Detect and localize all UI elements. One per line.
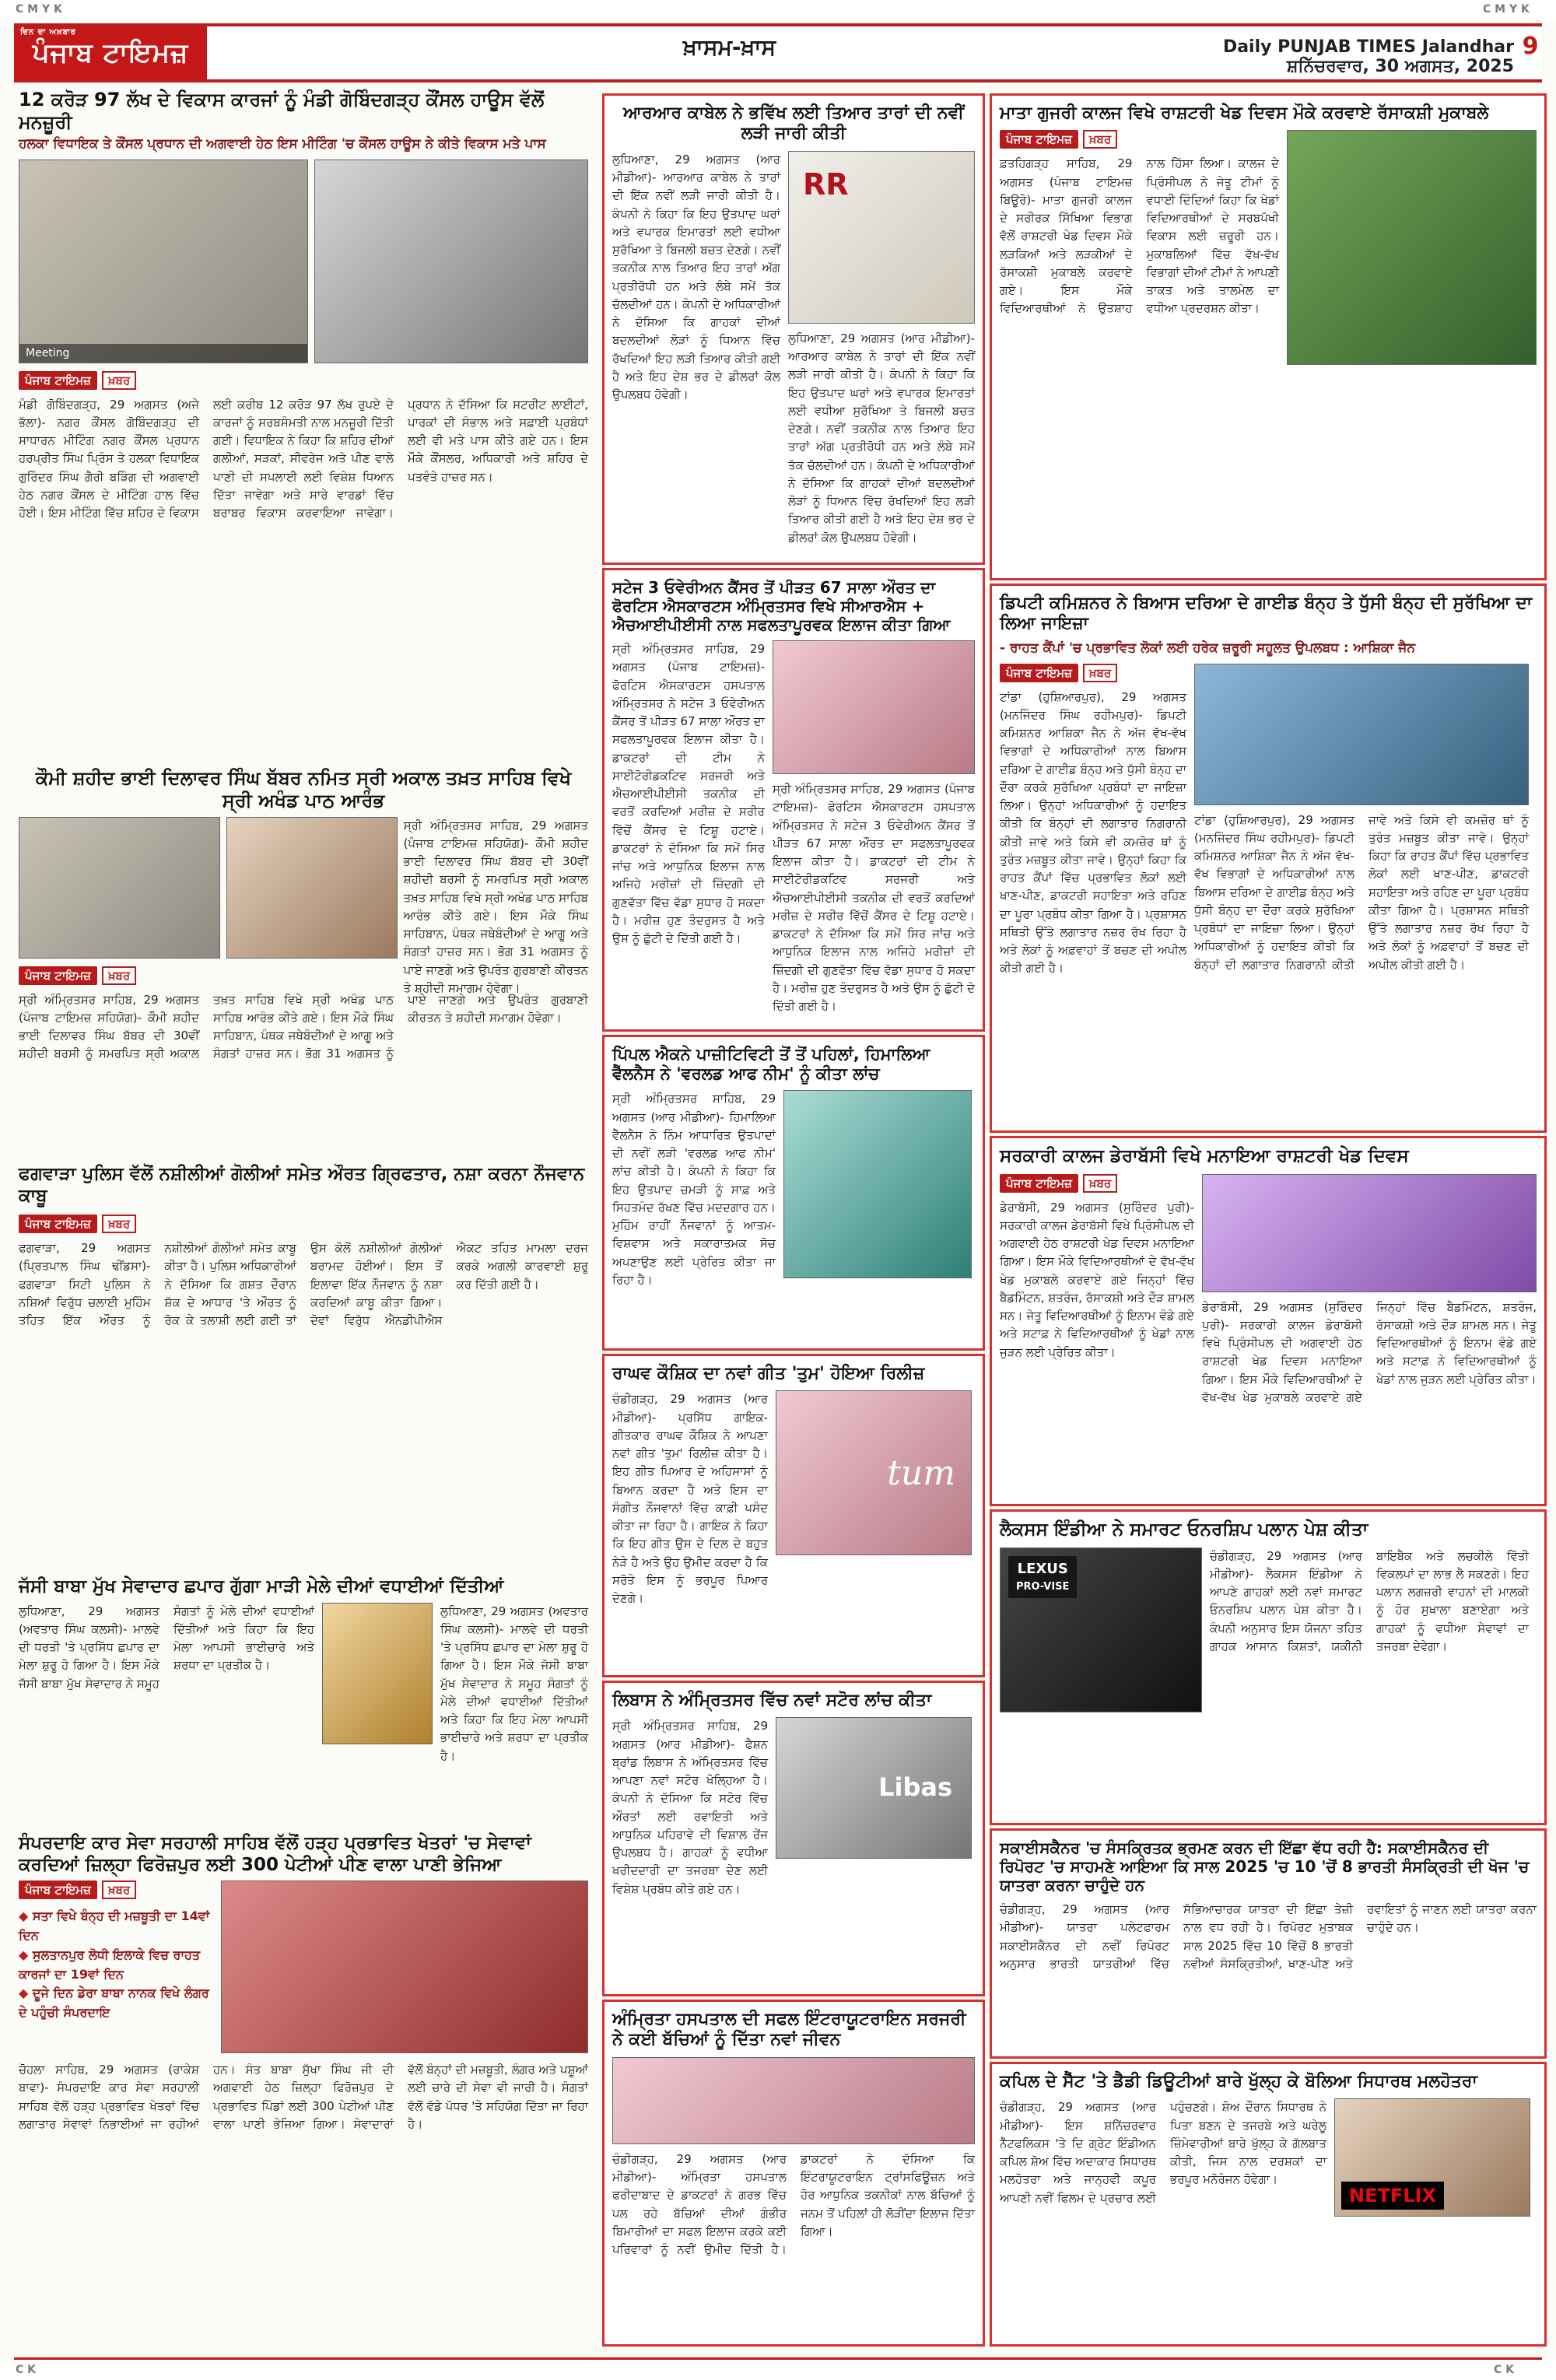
neem-product-photo	[783, 1090, 972, 1278]
cmyk-mark-right: C M Y K	[1483, 3, 1530, 16]
flood-relief-photo	[221, 1881, 588, 2053]
baba-portrait	[322, 1603, 433, 1744]
headline: 12 ਕਰੋੜ 97 ਲੱਖ ਦੇ ਵਿਕਾਸ ਕਾਰਜਾਂ ਨੂੰ ਮੰਡੀ ਗੋਬਿੰਦਗੜ੍ਹ ਕੌਂਸਲ ਹਾਊਸ ਵੱਲੋਂ ਮਨਜ਼ੂਰੀ	[19, 89, 545, 133]
story-body-top: ਸ੍ਰੀ ਅੰਮ੍ਰਿਤਸਰ ਸਾਹਿਬ, 29 ਅਗਸਤ (ਪੰਜਾਬ ਟਾਇਮਜ਼ ਸਹਿਯੋਗ)- ਕੌਮੀ ਸ਼ਹੀਦ ਭਾਈ ਦਿਲਾਵਰ ਸਿੰਘ ਬੱਬਰ ਦੀ 30ਵੀਂ ਸ਼ਹੀਦੀ ਬਰਸੀ ਨੂੰ ਸਮਰਪਿਤ ਸ੍ਰੀ ਅਕਾਲ ਤਖ਼ਤ ਸਾਹਿਬ ਵਿਖੇ ਸ੍ਰੀ ਅਖੰਡ ਪਾਠ ਸਾਹਿਬ ਆਰੰਭ ਕੀਤੇ ਗਏ। ਇਸ ਮੌਕੇ ਸਿੰਘ ਸਾਹਿਬਾਨ, ਪੰਥਕ ਜਥੇਬੰਦੀਆਂ ਦੇ ਆਗੂ ਅਤੇ ਸੰਗਤਾਂ ਹਾਜ਼ਰ ਸਨ। ਭੋਗ 31 ਅਗਸਤ ਨੂੰ ਪਾਏ ਜਾਣਗੇ ਅਤੇ ਉਪਰੰਤ ਗੁਰਬਾਣੀ ਕੀਰਤਨ ਤੇ ਸ਼ਹੀਦੀ ਸਮਾਗਮ ਹੋਵੇਗਾ।	[403, 818, 588, 995]
story-cable	[602, 93, 985, 565]
story-body: ਸ੍ਰੀ ਅੰਮ੍ਰਿਤਸਰ ਸਾਹਿਬ, 29 ਅਗਸਤ (ਪੰਜਾਬ ਟਾਇਮਜ਼ ਸਹਿਯੋਗ)- ਕੌਮੀ ਸ਼ਹੀਦ ਭਾਈ ਦਿਲਾਵਰ ਸਿੰਘ ਬੱਬਰ ਦੀ 30ਵੀਂ ਸ਼ਹੀਦੀ ਬਰਸੀ ਨੂੰ ਸਮਰਪਿਤ ਸ੍ਰੀ ਅਕਾਲ ਤਖ਼ਤ ਸਾਹਿਬ ਵਿਖੇ ਸ੍ਰੀ ਅਖੰਡ ਪਾਠ ਸਾਹਿਬ ਆਰੰਭ ਕੀਤੇ ਗਏ। ਇਸ ਮੌਕੇ ਸਿੰਘ ਸਾਹਿਬਾਨ, ਪੰਥਕ ਜਥੇਬੰਦੀਆਂ ਦੇ ਆਗੂ ਅਤੇ ਸੰਗਤਾਂ ਹਾਜ਼ਰ ਸਨ। ਭੋਗ 31 ਅਗਸਤ ਨੂੰ ਪਾਏ ਜਾਣਗੇ ਅਤੇ ਉਪਰੰਤ ਗੁਰਬਾਣੀ ਕੀਰਤਨ ਤੇ ਸ਼ਹੀਦੀ ਸਮਾਗਮ ਹੋਵੇਗਾ।	[19, 992, 588, 1061]
river-embankment-photo	[1194, 664, 1529, 805]
story-body: ਚੰਡੀਗੜ੍ਹ, 29 ਅਗਸਤ (ਆਰ ਮੀਡੀਆ)- ਯਾਤਰਾ ਪਲੇਟਫਾਰਮ ਸਕਾਈਸਕੈਨਰ ਦੀ ਨਵੀਂ ਰਿਪੋਰਟ ਅਨੁਸਾਰ ਭਾਰਤੀ ਯਾਤਰੀਆਂ ਵਿੱਚ ਸੱਭਿਆਚਾਰਕ ਯਾਤਰਾ ਦੀ ਇੱਛਾ ਤੇਜ਼ੀ ਨਾਲ ਵਧ ਰਹੀ ਹੈ। ਰਿਪੋਰਟ ਮੁਤਾਬਕ ਸਾਲ 2025 ਵਿੱਚ 10 ਵਿੱਚੋਂ 8 ਭਾਰਤੀ ਨਵੀਆਂ ਸੰਸਕ੍ਰਿਤੀਆਂ, ਖਾਣ-ਪੀਣ ਅਤੇ ਰਵਾਇਤਾਂ ਨੂੰ ਜਾਣਨ ਲਈ ਯਾਤਰਾ ਕਰਨਾ ਚਾਹੁੰਦੇ ਹਨ।	[1000, 1902, 1537, 1971]
story-body: ਡੇਰਾਬੱਸੀ, 29 ਅਗਸਤ (ਸੁਰਿੰਦਰ ਪੁਰੀ)- ਸਰਕਾਰੀ ਕਾਲਜ ਡੇਰਾਬੱਸੀ ਵਿਖੇ ਪ੍ਰਿੰਸੀਪਲ ਦੀ ਅਗਵਾਈ ਹੇਠ ਰਾਸ਼ਟਰੀ ਖੇਡ ਦਿਵਸ ਮਨਾਇਆ ਗਿਆ। ਇਸ ਮੌਕੇ ਵਿਦਿਆਰਥੀਆਂ ਦੇ ਵੱਖ-ਵੱਖ ਖੇਡ ਮੁਕਾਬਲੇ ਕਰਵਾਏ ਗਏ ਜਿਨ੍ਹਾਂ ਵਿੱਚ ਬੈਡਮਿੰਟਨ, ਸ਼ਤਰੰਜ, ਰੱਸਾਕਸ਼ੀ ਅਤੇ ਦੌੜ ਸ਼ਾਮਲ ਸਨ। ਜੇਤੂ ਵਿਦਿਆਰਥੀਆਂ ਨੂੰ ਇਨਾਮ ਵੰਡੇ ਗਏ ਅਤੇ ਸਟਾਫ਼ ਨੇ ਵਿਦਿਆਰਥੀਆਂ ਨੂੰ ਖੇਡਾਂ ਨਾਲ ਜੁੜਨ ਲਈ ਪ੍ਰੇਰਿਤ ਕੀਤਾ।	[1000, 1200, 1194, 1359]
headline: ਮਾਤਾ ਗੁਜਰੀ ਕਾਲਜ ਵਿਖੇ ਰਾਸ਼ਟਰੀ ਖੇਡ ਦਿਵਸ ਮੌਕੇ ਕਰਵਾਏ ਰੱਸਾਕਸ਼ੀ ਮੁਕਾਬਲੇ	[1000, 103, 1489, 123]
bullet-item: ◆ ਦੂਜੇ ਦਿਨ ਡੇਰਾ ਬਾਬਾ ਨਾਨਕ ਵਿਖੇ ਲੰਗਰ ਦੇ ਪਹੁੰਚੀ ਸੰਪਰਦਾਇ	[19, 1984, 213, 2023]
byline: ਪੰਜਾਬ ਟਾਇਮਜ਼ ਖ਼ਬਰ	[19, 966, 136, 985]
council-members-photo	[314, 159, 588, 363]
newspaper-meta: Daily PUNJAB TIMES Jalandhar ਸ਼ਨਿੱਚਰਵਾਰ, 30 ਅਗਸਤ, 2025	[1222, 37, 1514, 76]
council-meeting-photo: Meeting	[19, 159, 308, 363]
sangat-photo	[226, 817, 398, 959]
byline: ਪੰਜਾਬ ਟਾਇਮਜ਼ ਖ਼ਬਰ	[1000, 130, 1117, 149]
story-body: ਲੁਧਿਆਣਾ, 29 ਅਗਸਤ (ਅਵਤਾਰ ਸਿੰਘ ਕਲਸੀ)- ਮਾਲਵੇ ਦੀ ਧਰਤੀ 'ਤੇ ਪ੍ਰਸਿੱਧ ਛਪਾਰ ਦਾ ਮੇਲਾ ਸ਼ੁਰੂ ਹੋ ਗਿਆ ਹੈ। ਇਸ ਮੌਕੇ ਜੱਸੀ ਬਾਬਾ ਮੁੱਖ ਸੇਵਾਦਾਰ ਨੇ ਸਮੂਹ ਸੰਗਤਾਂ ਨੂੰ ਮੇਲੇ ਦੀਆਂ ਵਧਾਈਆਂ ਦਿੱਤੀਆਂ ਅਤੇ ਕਿਹਾ ਕਿ ਇਹ ਮੇਲਾ ਆਪਸੀ ਭਾਈਚਾਰੇ ਅਤੇ ਸ਼ਰਧਾ ਦਾ ਪ੍ਰਤੀਕ ਹੈ।	[19, 1604, 314, 1691]
story-libas	[602, 1681, 985, 1996]
story-body: ਚੰਡੀਗੜ੍ਹ, 29 ਅਗਸਤ (ਆਰ ਮੀਡੀਆ)- ਪ੍ਰਸਿੱਧ ਗਾਇਕ-ਗੀਤਕਾਰ ਰਾਘਵ ਕੌਸ਼ਿਕ ਨੇ ਆਪਣਾ ਨਵਾਂ ਗੀਤ 'ਤੁਮ' ਰਿਲੀਜ਼ ਕੀਤਾ ਹੈ। ਇਹ ਗੀਤ ਪਿਆਰ ਦੇ ਅਹਿਸਾਸਾਂ ਨੂੰ ਬਿਆਨ ਕਰਦਾ ਹੈ ਅਤੇ ਇਸ ਦਾ ਸੰਗੀਤ ਨੌਜਵਾਨਾਂ ਵਿੱਚ ਕਾਫ਼ੀ ਪਸੰਦ ਕੀਤਾ ਜਾ ਰਿਹਾ ਹੈ। ਗਾਇਕ ਨੇ ਕਿਹਾ ਕਿ ਇਹ ਗੀਤ ਉਸ ਦੇ ਦਿਲ ਦੇ ਬਹੁਤ ਨੇੜੇ ਹੈ ਅਤੇ ਉਹ ਉਮੀਦ ਕਰਦਾ ਹੈ ਕਿ ਸਰੋਤੇ ਇਸ ਨੂੰ ਭਰਪੂਰ ਪਿਆਰ ਦੇਣਗੇ।	[612, 1392, 768, 1606]
song-poster: tum	[776, 1390, 972, 1555]
story-body-continued: ਟਾਂਡਾ (ਹੁਸ਼ਿਆਰਪੁਰ), 29 ਅਗਸਤ (ਮਨਜਿੰਦਰ ਸਿੰਘ ਰਹੀਮਪੁਰ)- ਡਿਪਟੀ ਕਮਿਸ਼ਨਰ ਆਸ਼ਿਕਾ ਜੈਨ ਨੇ ਅੱਜ ਵੱਖ-ਵੱਖ ਵਿਭਾਗਾਂ ਦੇ ਅਧਿਕਾਰੀਆਂ ਨਾਲ ਬਿਆਸ ਦਰਿਆ ਦੇ ਗਾਈਡ ਬੰਨ੍ਹ ਅਤੇ ਧੁੱਸੀ ਬੰਨ੍ਹ ਦਾ ਦੌਰਾ ਕਰਕੇ ਸੁਰੱਖਿਆ ਪ੍ਰਬੰਧਾਂ ਦਾ ਜਾਇਜ਼ਾ ਲਿਆ। ਉਨ੍ਹਾਂ ਅਧਿਕਾਰੀਆਂ ਨੂੰ ਹਦਾਇਤ ਕੀਤੀ ਕਿ ਬੰਨ੍ਹਾਂ ਦੀ ਲਗਾਤਾਰ ਨਿਗਰਾਨੀ ਕੀਤੀ ਜਾਵੇ ਅਤੇ ਕਿਸੇ ਵੀ ਕਮਜ਼ੋਰ ਥਾਂ ਨੂੰ ਤੁਰੰਤ ਮਜ਼ਬੂਤ ਕੀਤਾ ਜਾਵੇ। ਉਨ੍ਹਾਂ ਕਿਹਾ ਕਿ ਰਾਹਤ ਕੈਂਪਾਂ ਵਿੱਚ ਪ੍ਰਭਾਵਿਤ ਲੋਕਾਂ ਲਈ ਖਾਣ-ਪੀਣ, ਡਾਕਟਰੀ ਸਹਾਇਤਾ ਅਤੇ ਰਹਿਣ ਦਾ ਪੂਰਾ ਪ੍ਰਬੰਧ ਕੀਤਾ ਗਿਆ ਹੈ। ਪ੍ਰਸ਼ਾਸਨ ਸਥਿਤੀ ਉੱਤੇ ਲਗਾਤਾਰ ਨਜ਼ਰ ਰੱਖ ਰਿਹਾ ਹੈ ਅਤੇ ਲੋਕਾਂ ਨੂੰ ਅਫ਼ਵਾਹਾਂ ਤੋਂ ਬਚਣ ਦੀ ਅਪੀਲ ਕੀਤੀ ਗਈ ਹੈ।	[1194, 812, 1529, 972]
story-body: ਚੰਡੀਗੜ੍ਹ, 29 ਅਗਸਤ (ਆਰ ਮੀਡੀਆ)- ਅੰਮ੍ਰਿਤਾ ਹਸਪਤਾਲ ਫਰੀਦਾਬਾਦ ਦੇ ਡਾਕਟਰਾਂ ਨੇ ਗਰਭ ਵਿੱਚ ਪਲ ਰਹੇ ਬੱਚਿਆਂ ਦੀਆਂ ਗੰਭੀਰ ਬਿਮਾਰੀਆਂ ਦਾ ਸਫਲ ਇਲਾਜ ਕਰਕੇ ਕਈ ਪਰਿਵਾਰਾਂ ਨੂੰ ਨਵੀਂ ਉਮੀਦ ਦਿੱਤੀ ਹੈ। ਡਾਕਟਰਾਂ ਨੇ ਦੱਸਿਆ ਕਿ ਇੰਟਰਾਯੂਟਰਾਇਨ ਟ੍ਰਾਂਸਫਿਊਜ਼ਨ ਅਤੇ ਹੋਰ ਆਧੁਨਿਕ ਤਕਨੀਕਾਂ ਨਾਲ ਬੱਚਿਆਂ ਨੂੰ ਜਨਮ ਤੋਂ ਪਹਿਲਾਂ ਹੀ ਲੋੜੀਂਦਾ ਇਲਾਜ ਦਿੱਤਾ ਗਿਆ।	[612, 2151, 975, 2257]
sports-team-photo	[1287, 130, 1537, 365]
byline: ਪੰਜਾਬ ਟਾਇਮਜ਼ ਖ਼ਬਰ	[19, 1215, 136, 1233]
headline: ਸਟੇਜ 3 ਓਵੇਰੀਅਨ ਕੈਂਸਰ ਤੋਂ ਪੀੜਤ 67 ਸਾਲਾ ਔਰਤ ਦਾ ਫੋਰਟਿਸ ਐਸਕਾਰਟਸ ਅੰਮ੍ਰਿਤਸਰ ਵਿਖੇ ਸੀਆਰਐਸ + ਐਚਆਈਪੀਈਸੀ ਨਾਲ ਸਫਲਤਾਪੂਰਵਕ ਇਲਾਜ ਕੀਤਾ ਗਿਆ	[612, 578, 951, 634]
college-event-photo	[1202, 1174, 1537, 1292]
story-body-continued: ਲੁਧਿਆਣਾ, 29 ਅਗਸਤ (ਅਵਤਾਰ ਸਿੰਘ ਕਲਸੀ)- ਮਾਲਵੇ ਦੀ ਧਰਤੀ 'ਤੇ ਪ੍ਰਸਿੱਧ ਛਪਾਰ ਦਾ ਮੇਲਾ ਸ਼ੁਰੂ ਹੋ ਗਿਆ ਹੈ। ਇਸ ਮੌਕੇ ਜੱਸੀ ਬਾਬਾ ਮੁੱਖ ਸੇਵਾਦਾਰ ਨੇ ਸਮੂਹ ਸੰਗਤਾਂ ਨੂੰ ਮੇਲੇ ਦੀਆਂ ਵਧਾਈਆਂ ਦਿੱਤੀਆਂ ਅਤੇ ਕਿਹਾ ਕਿ ਇਹ ਮੇਲਾ ਆਪਸੀ ਭਾਈਚਾਰੇ ਅਤੇ ਸ਼ਰਧਾ ਦਾ ਪ੍ਰਤੀਕ ਹੈ।	[440, 1604, 588, 1763]
byline: ਪੰਜਾਬ ਟਾਇਮਜ਼ ਖ਼ਬਰ	[19, 1881, 136, 1899]
show-photo	[1334, 2098, 1530, 2217]
launch-photo: RR	[788, 151, 975, 324]
story-body-continued: ਲੁਧਿਆਣਾ, 29 ਅਗਸਤ (ਆਰ ਮੀਡੀਆ)- ਆਰਆਰ ਕਾਬੇਲ ਨੇ ਤਾਰਾਂ ਦੀ ਇੱਕ ਨਵੀਂ ਲੜੀ ਜਾਰੀ ਕੀਤੀ ਹੈ। ਕੰਪਨੀ ਨੇ ਕਿਹਾ ਕਿ ਇਹ ਉਤਪਾਦ ਘਰਾਂ ਅਤੇ ਵਪਾਰਕ ਇਮਾਰਤਾਂ ਲਈ ਵਧੀਆ ਸੁਰੱਖਿਆ ਤੇ ਬਿਜਲੀ ਬਚਤ ਦੇਣਗੇ। ਨਵੀਂ ਤਕਨੀਕ ਨਾਲ ਤਿਆਰ ਇਹ ਤਾਰਾਂ ਅੱਗ ਪ੍ਰਤੀਰੋਧੀ ਹਨ ਅਤੇ ਲੰਬੇ ਸਮੇਂ ਤੱਕ ਚੱਲਦੀਆਂ ਹਨ। ਕੰਪਨੀ ਦੇ ਅਧਿਕਾਰੀਆਂ ਨੇ ਦੱਸਿਆ ਕਿ ਗਾਹਕਾਂ ਦੀਆਂ ਬਦਲਦੀਆਂ ਲੋੜਾਂ ਨੂੰ ਧਿਆਨ ਵਿੱਚ ਰੱਖਦਿਆਂ ਇਹ ਲੜੀ ਤਿਆਰ ਕੀਤੀ ਗਈ ਹੈ ਅਤੇ ਇਹ ਦੇਸ਼ ਭਰ ਦੇ ਡੀਲਰਾਂ ਕੋਲ ਉਪਲਬਧ ਹੋਵੇਗੀ।	[788, 331, 975, 545]
netflix-logo: NETFLIX	[1341, 2182, 1444, 2210]
brand-tagline: ਦਿਨ ਦਾ ਅਖ਼ਬਾਰ	[20, 28, 76, 37]
brand-name: ਪੰਜਾਬ ਟਾਇਮਜ਼	[32, 37, 189, 68]
story-dc-beas	[990, 584, 1547, 1133]
story-sanskriti	[990, 1828, 1547, 2059]
story-raghav	[602, 1354, 985, 1677]
story-body: ਸ੍ਰੀ ਅੰਮ੍ਰਿਤਸਰ ਸਾਹਿਬ, 29 ਅਗਸਤ (ਪੰਜਾਬ ਟਾਇਮਜ਼)- ਫੋਰਟਿਸ ਐਸਕਾਰਟਸ ਹਸਪਤਾਲ ਅੰਮ੍ਰਿਤਸਰ ਨੇ ਸਟੇਜ 3 ਓਵੇਰੀਅਨ ਕੈਂਸਰ ਤੋਂ ਪੀੜਤ 67 ਸਾਲਾ ਔਰਤ ਦਾ ਸਫਲਤਾਪੂਰਵਕ ਇਲਾਜ ਕੀਤਾ ਹੈ। ਡਾਕਟਰਾਂ ਦੀ ਟੀਮ ਨੇ ਸਾਈਟੋਰੀਡਕਟਿਵ ਸਰਜਰੀ ਅਤੇ ਐਚਆਈਪੀਈਸੀ ਤਕਨੀਕ ਦੀ ਵਰਤੋਂ ਕਰਦਿਆਂ ਮਰੀਜ਼ ਦੇ ਸਰੀਰ ਵਿੱਚੋਂ ਕੈਂਸਰ ਦੇ ਟਿਸ਼ੂ ਹਟਾਏ। ਡਾਕਟਰਾਂ ਨੇ ਦੱਸਿਆ ਕਿ ਸਮੇਂ ਸਿਰ ਜਾਂਚ ਅਤੇ ਆਧੁਨਿਕ ਇਲਾਜ ਨਾਲ ਅਜਿਹੇ ਮਰੀਜ਼ਾਂ ਦੀ ਜ਼ਿੰਦਗੀ ਦੀ ਗੁਣਵੱਤਾ ਵਿੱਚ ਵੱਡਾ ਸੁਧਾਰ ਹੋ ਸਕਦਾ ਹੈ। ਮਰੀਜ਼ ਹੁਣ ਤੰਦਰੁਸਤ ਹੈ ਅਤੇ ਉਸ ਨੂੰ ਛੁੱਟੀ ਦੇ ਦਿੱਤੀ ਗਈ ਹੈ।	[612, 642, 765, 945]
registration-bar	[0, 0, 1556, 20]
story-kapil	[990, 2062, 1547, 2347]
story-body-continued: ਸ੍ਰੀ ਅੰਮ੍ਰਿਤਸਰ ਸਾਹਿਬ, 29 ਅਗਸਤ (ਪੰਜਾਬ ਟਾਇਮਜ਼)- ਫੋਰਟਿਸ ਐਸਕਾਰਟਸ ਹਸਪਤਾਲ ਅੰਮ੍ਰਿਤਸਰ ਨੇ ਸਟੇਜ 3 ਓਵੇਰੀਅਨ ਕੈਂਸਰ ਤੋਂ ਪੀੜਤ 67 ਸਾਲਾ ਔਰਤ ਦਾ ਸਫਲਤਾਪੂਰਵਕ ਇਲਾਜ ਕੀਤਾ ਹੈ। ਡਾਕਟਰਾਂ ਦੀ ਟੀਮ ਨੇ ਸਾਈਟੋਰੀਡਕਟਿਵ ਸਰਜਰੀ ਅਤੇ ਐਚਆਈਪੀਈਸੀ ਤਕਨੀਕ ਦੀ ਵਰਤੋਂ ਕਰਦਿਆਂ ਮਰੀਜ਼ ਦੇ ਸਰੀਰ ਵਿੱਚੋਂ ਕੈਂਸਰ ਦੇ ਟਿਸ਼ੂ ਹਟਾਏ। ਡਾਕਟਰਾਂ ਨੇ ਦੱਸਿਆ ਕਿ ਸਮੇਂ ਸਿਰ ਜਾਂਚ ਅਤੇ ਆਧੁਨਿਕ ਇਲਾਜ ਨਾਲ ਅਜਿਹੇ ਮਰੀਜ਼ਾਂ ਦੀ ਜ਼ਿੰਦਗੀ ਦੀ ਗੁਣਵੱਤਾ ਵਿੱਚ ਵੱਡਾ ਸੁਧਾਰ ਹੋ ਸਕਦਾ ਹੈ। ਮਰੀਜ਼ ਹੁਣ ਤੰਦਰੁਸਤ ਹੈ ਅਤੇ ਉਸ ਨੂੰ ਛੁੱਟੀ ਦੇ ਦਿੱਤੀ ਗਈ ਹੈ।	[773, 782, 975, 1013]
lexus-badge: LEXUS PRO-VISE	[1008, 1556, 1077, 1598]
story-body-continued: ਡੇਰਾਬੱਸੀ, 29 ਅਗਸਤ (ਸੁਰਿੰਦਰ ਪੁਰੀ)- ਸਰਕਾਰੀ ਕਾਲਜ ਡੇਰਾਬੱਸੀ ਵਿਖੇ ਪ੍ਰਿੰਸੀਪਲ ਦੀ ਅਗਵਾਈ ਹੇਠ ਰਾਸ਼ਟਰੀ ਖੇਡ ਦਿਵਸ ਮਨਾਇਆ ਗਿਆ। ਇਸ ਮੌਕੇ ਵਿਦਿਆਰਥੀਆਂ ਦੇ ਵੱਖ-ਵੱਖ ਖੇਡ ਮੁਕਾਬਲੇ ਕਰਵਾਏ ਗਏ ਜਿਨ੍ਹਾਂ ਵਿੱਚ ਬੈਡਮਿੰਟਨ, ਸ਼ਤਰੰਜ, ਰੱਸਾਕਸ਼ੀ ਅਤੇ ਦੌੜ ਸ਼ਾਮਲ ਸਨ। ਜੇਤੂ ਵਿਦਿਆਰਥੀਆਂ ਨੂੰ ਇਨਾਮ ਵੰਡੇ ਗਏ ਅਤੇ ਸਟਾਫ਼ ਨੇ ਵਿਦਿਆਰਥੀਆਂ ਨੂੰ ਖੇਡਾਂ ਨਾਲ ਜੁੜਨ ਲਈ ਪ੍ਰੇਰਿਤ ਕੀਤਾ।	[1202, 1299, 1537, 1404]
story-sewa	[14, 1828, 593, 2350]
lexus-car-photo	[1000, 1548, 1202, 1712]
byline: ਪੰਜਾਬ ਟਾਇਮਜ਼ ਖ਼ਬਰ	[1000, 1174, 1117, 1193]
headline: ਜੱਸੀ ਬਾਬਾ ਮੁੱਖ ਸੇਵਾਦਾਰ ਛਪਾਰ ਗੁੱਗਾ ਮਾੜੀ ਮੇਲੇ ਦੀਆਂ ਵਧਾਈਆਂ ਦਿੱਤੀਆਂ	[19, 1576, 504, 1597]
headline: ਲੈਕਸਸ ਇੰਡੀਆ ਨੇ ਸਮਾਰਟ ਓਨਰਸ਼ਿਪ ਪਲਾਨ ਪੇਸ਼ ਕੀਤਾ	[1000, 1519, 1369, 1540]
story-hospital	[602, 568, 985, 1032]
headline: ਸਕਾਈਸਕੈਨਰ 'ਚ ਸੰਸਕ੍ਰਿਤਕ ਭ੍ਰਮਣ ਕਰਨ ਦੀ ਇੱਛਾ ਵੱਧ ਰਹੀ ਹੈ: ਸਕਾਈਸਕੈਨਰ ਦੀ ਰਿਪੋਰਟ 'ਚ ਸਾਹਮਣੇ ਆਇਆ ਕਿ ਸਾਲ 2025 'ਚ 10 'ਚੋਂ 8 ਭਾਰਤੀ ਸੰਸਕ੍ਰਿਤੀ ਦੀ ਖੋਜ 'ਚ ਯਾਤਰਾ ਕਰਨਾ ਚਾਹੁੰਦੇ ਹਨ	[1000, 1838, 1530, 1895]
headline: ਡਿਪਟੀ ਕਮਿਸ਼ਨਰ ਨੇ ਬਿਆਸ ਦਰਿਆ ਦੇ ਗਾਈਡ ਬੰਨ੍ਹ ਤੇ ਧੁੱਸੀ ਬੰਨ੍ਹ ਦੀ ਸੁਰੱਖਿਆ ਦਾ ਲਿਆ ਜਾਇਜ਼ਾ	[1000, 594, 1533, 634]
story-body: ਸ੍ਰੀ ਅੰਮ੍ਰਿਤਸਰ ਸਾਹਿਬ, 29 ਅਗਸਤ (ਆਰ ਮੀਡੀਆ)- ਫੈਸ਼ਨ ਬ੍ਰਾਂਡ ਲਿਬਾਸ ਨੇ ਅੰਮ੍ਰਿਤਸਰ ਵਿੱਚ ਆਪਣਾ ਨਵਾਂ ਸਟੋਰ ਖੋਲ੍ਹਿਆ ਹੈ। ਕੰਪਨੀ ਨੇ ਦੱਸਿਆ ਕਿ ਸਟੋਰ ਵਿੱਚ ਔਰਤਾਂ ਲਈ ਰਵਾਇਤੀ ਅਤੇ ਆਧੁਨਿਕ ਪਹਿਰਾਵੇ ਦੀ ਵਿਸ਼ਾਲ ਰੇਂਜ ਉਪਲਬਧ ਹੈ। ਗਾਹਕਾਂ ਨੂੰ ਵਧੀਆ ਖਰੀਦਦਾਰੀ ਦਾ ਤਜਰਬਾ ਦੇਣ ਲਈ ਵਿਸ਼ੇਸ਼ ਪ੍ਰਬੰਧ ਕੀਤੇ ਗਏ ਹਨ।	[612, 1719, 768, 1896]
headline: ਰਾਘਵ ਕੌਸ਼ਿਕ ਦਾ ਨਵਾਂ ਗੀਤ 'ਤੁਮ' ਹੋਇਆ ਰਿਲੀਜ਼	[612, 1364, 925, 1383]
headline: ਅੰਮ੍ਰਿਤਾ ਹਸਪਤਾਲ ਦੀ ਸਫਲ ਇੰਟਰਾਯੂਟਰਾਇਨ ਸਰਜਰੀ ਨੇ ਕਈ ਬੱਚਿਆਂ ਨੂੰ ਦਿੱਤਾ ਨਵਾਂ ਜੀਵਨ	[612, 2010, 966, 2050]
story-body: ਫ਼ਤਹਿਗੜ੍ਹ ਸਾਹਿਬ, 29 ਅਗਸਤ (ਪੰਜਾਬ ਟਾਇਮਜ਼ ਬਿਊਰੋ)- ਮਾਤਾ ਗੁਜਰੀ ਕਾਲਜ ਦੇ ਸਰੀਰਕ ਸਿੱਖਿਆ ਵਿਭਾਗ ਵੱਲੋਂ ਰਾਸ਼ਟਰੀ ਖੇਡ ਦਿਵਸ ਮੌਕੇ ਲੜਕਿਆਂ ਅਤੇ ਲੜਕੀਆਂ ਦੇ ਰੱਸਾਕਸ਼ੀ ਮੁਕਾਬਲੇ ਕਰਵਾਏ ਗਏ। ਇਸ ਮੌਕੇ ਵਿਦਿਆਰਥੀਆਂ ਨੇ ਉਤਸ਼ਾਹ ਨਾਲ ਹਿੱਸਾ ਲਿਆ। ਕਾਲਜ ਦੇ ਪ੍ਰਿੰਸੀਪਲ ਨੇ ਜੇਤੂ ਟੀਮਾਂ ਨੂੰ ਵਧਾਈ ਦਿੰਦਿਆਂ ਕਿਹਾ ਕਿ ਖੇਡਾਂ ਵਿਦਿਆਰਥੀਆਂ ਦੇ ਸਰਬਪੱਖੀ ਵਿਕਾਸ ਲਈ ਜ਼ਰੂਰੀ ਹਨ। ਮੁਕਾਬਲਿਆਂ ਵਿੱਚ ਵੱਖ-ਵੱਖ ਵਿਭਾਗਾਂ ਦੀਆਂ ਟੀਮਾਂ ਨੇ ਆਪਣੀ ਤਾਕਤ ਅਤੇ ਤਾਲਮੇਲ ਦਾ ਵਧੀਆ ਪ੍ਰਦਰਸ਼ਨ ਕੀਤਾ।	[1000, 156, 1279, 316]
headline: ਕੌਮੀ ਸ਼ਹੀਦ ਭਾਈ ਦਿਲਾਵਰ ਸਿੰਘ ਬੱਬਰ ਨਮਿਤ ਸ੍ਰੀ ਅਕਾਲ ਤਖ਼ਤ ਸਾਹਿਬ ਵਿਖੇ ਸ੍ਰੀ ਅਖੰਡ ਪਾਠ ਆਰੰਭ	[35, 767, 572, 811]
section-title: ਖ਼ਾਸਮ-ਖ਼ਾਸ	[683, 34, 776, 60]
doctors-photo	[773, 640, 975, 774]
story-body: ਟਾਂਡਾ (ਹੁਸ਼ਿਆਰਪੁਰ), 29 ਅਗਸਤ (ਮਨਜਿੰਦਰ ਸਿੰਘ ਰਹੀਮਪੁਰ)- ਡਿਪਟੀ ਕਮਿਸ਼ਨਰ ਆਸ਼ਿਕਾ ਜੈਨ ਨੇ ਅੱਜ ਵੱਖ-ਵੱਖ ਵਿਭਾਗਾਂ ਦੇ ਅਧਿਕਾਰੀਆਂ ਨਾਲ ਬਿਆਸ ਦਰਿਆ ਦੇ ਗਾਈਡ ਬੰਨ੍ਹ ਅਤੇ ਧੁੱਸੀ ਬੰਨ੍ਹ ਦਾ ਦੌਰਾ ਕਰਕੇ ਸੁਰੱਖਿਆ ਪ੍ਰਬੰਧਾਂ ਦਾ ਜਾਇਜ਼ਾ ਲਿਆ। ਉਨ੍ਹਾਂ ਅਧਿਕਾਰੀਆਂ ਨੂੰ ਹਦਾਇਤ ਕੀਤੀ ਕਿ ਬੰਨ੍ਹਾਂ ਦੀ ਲਗਾਤਾਰ ਨਿਗਰਾਨੀ ਕੀਤੀ ਜਾਵੇ ਅਤੇ ਕਿਸੇ ਵੀ ਕਮਜ਼ੋਰ ਥਾਂ ਨੂੰ ਤੁਰੰਤ ਮਜ਼ਬੂਤ ਕੀਤਾ ਜਾਵੇ। ਉਨ੍ਹਾਂ ਕਿਹਾ ਕਿ ਰਾਹਤ ਕੈਂਪਾਂ ਵਿੱਚ ਪ੍ਰਭਾਵਿਤ ਲੋਕਾਂ ਲਈ ਖਾਣ-ਪੀਣ, ਡਾਕਟਰੀ ਸਹਾਇਤਾ ਅਤੇ ਰਹਿਣ ਦਾ ਪੂਰਾ ਪ੍ਰਬੰਧ ਕੀਤਾ ਗਿਆ ਹੈ। ਪ੍ਰਸ਼ਾਸਨ ਸਥਿਤੀ ਉੱਤੇ ਲਗਾਤਾਰ ਨਜ਼ਰ ਰੱਖ ਰਿਹਾ ਹੈ ਅਤੇ ਲੋਕਾਂ ਨੂੰ ਅਫ਼ਵਾਹਾਂ ਤੋਂ ਬਚਣ ਦੀ ਅਪੀਲ ਕੀਤੀ ਗਈ ਹੈ।	[1000, 689, 1186, 976]
bullet-item: ◆ ਸੁਲਤਾਨਪੁਰ ਲੋਧੀ ਇਲਾਕੇ ਵਿਚ ਰਾਹਤ ਕਾਰਜਾਂ ਦਾ 19ਵਾਂ ਦਿਨ	[19, 1946, 213, 1985]
cmyk-mark-bottom-right: C K	[1494, 2364, 1514, 2376]
story-shaheed	[14, 762, 593, 1151]
doctors-team-photo	[612, 2057, 975, 2144]
gurdwara-photo	[19, 817, 220, 959]
story-baba	[14, 1572, 593, 1821]
cmyk-mark-bottom-left: C K	[16, 2364, 36, 2376]
headline: ਕਪਿਲ ਦੇ ਸੈੱਟ 'ਤੇ ਡੈਡੀ ਡਿਊਟੀਆਂ ਬਾਰੇ ਖੁੱਲ੍ਹ ਕੇ ਬੋਲਿਆ ਸਿਧਾਰਥ ਮਲਹੋਤਰਾ	[1000, 2072, 1477, 2091]
page-number: 9	[1522, 33, 1539, 60]
byline: ਪੰਜਾਬ ਟਾਇਮਜ਼ ਖ਼ਬਰ	[19, 371, 136, 390]
brand-logo	[14, 26, 207, 79]
story-police	[14, 1159, 593, 1564]
headline: ਆਰਆਰ ਕਾਬੇਲ ਨੇ ਭਵਿੱਖ ਲਈ ਤਿਆਰ ਤਾਰਾਂ ਦੀ ਨਵੀਂ ਲੜੀ ਜਾਰੀ ਕੀਤੀ	[623, 103, 964, 144]
masthead	[14, 23, 1542, 82]
subhead: - ਰਾਹਤ ਕੈਂਪਾਂ 'ਚ ਪ੍ਰਭਾਵਿਤ ਲੋਕਾਂ ਲਈ ਹਰੇਕ ਜ਼ਰੂਰੀ ਸਹੂਲਤ ਉਪਲਬਧ : ਆਸ਼ਿਕਾ ਜੈਨ	[1000, 640, 1416, 656]
story-govt-college	[990, 1136, 1547, 1506]
bullet-list	[19, 1907, 213, 2023]
byline: ਪੰਜਾਬ ਟਾਇਮਜ਼ ਖ਼ਬਰ	[1000, 664, 1117, 682]
store-photo	[776, 1717, 972, 1859]
story-pipal	[602, 1035, 985, 1351]
headline: ਪਿੱਪਲ ਐਕਨੇ ਪਾਜ਼ੀਟਿਵਿਟੀ ਤੋਂ ਤੋਂ ਪਹਿਲਾਂ, ਹਿਮਾਲਿਆ ਵੈੱਲਨੈਸ ਨੇ 'ਵਰਲਡ ਆਫ ਨੀਮ' ਨੂੰ ਕੀਤਾ ਲਾਂਚ	[612, 1045, 930, 1084]
store-sign: Libas	[878, 1772, 952, 1803]
story-mandi	[14, 86, 593, 755]
cmyk-mark-left: C M Y K	[16, 3, 62, 16]
headline: ਸੰਪਰਦਾਇ ਕਾਰ ਸੇਵਾ ਸਰਹਾਲੀ ਸਾਹਿਬ ਵੱਲੋਂ ਹੜ੍ਹ ਪ੍ਰਭਾਵਿਤ ਖੇਤਰਾਂ 'ਚ ਸੇਵਾਵਾਂ ਕਰਦਿਆਂ ਜ਼ਿਲ੍ਹਾ ਫਿਰੋਜ਼ਪੁਰ ਲਈ 300 ਪੇਟੀਆਂ ਪੀਣ ਵਾਲਾ ਪਾਣੀ ਭੇਜਿਆ	[19, 1833, 531, 1875]
headline: ਲਿਬਾਸ ਨੇ ਅੰਮ੍ਰਿਤਸਰ ਵਿੱਚ ਨਵਾਂ ਸਟੋਰ ਲਾਂਚ ਕੀਤਾ	[612, 1691, 932, 1710]
footer-strip	[0, 2360, 1556, 2380]
story-body: ਮੰਡੀ ਗੋਬਿੰਦਗੜ੍ਹ, 29 ਅਗਸਤ (ਅਜੇ ਭੱਲਾ)- ਨਗਰ ਕੌਂਸਲ ਗੋਬਿੰਦਗੜ੍ਹ ਦੀ ਸਾਧਾਰਨ ਮੀਟਿੰਗ ਨਗਰ ਕੌਂਸਲ ਪ੍ਰਧਾਨ ਹਰਪ੍ਰੀਤ ਸਿੰਘ ਪ੍ਰਿੰਸ ਤੇ ਹਲਕਾ ਵਿਧਾਇਕ ਗੁਰਿੰਦਰ ਸਿੰਘ ਗੈਰੀ ਬੜਿੰਗ ਦੀ ਅਗਵਾਈ ਹੇਠ ਨਗਰ ਕੌਂਸਲ ਦੇ ਮੀਟਿੰਗ ਹਾਲ ਵਿੱਚ ਹੋਈ। ਇਸ ਮੀਟਿੰਗ ਵਿੱਚ ਸ਼ਹਿਰ ਦੇ ਵਿਕਾਸ ਲਈ ਕਰੀਬ 12 ਕਰੋੜ 97 ਲੱਖ ਰੁਪਏ ਦੇ ਕਾਰਜਾਂ ਨੂੰ ਸਰਬਸੰਮਤੀ ਨਾਲ ਮਨਜ਼ੂਰੀ ਦਿੱਤੀ ਗਈ। ਵਿਧਾਇਕ ਨੇ ਕਿਹਾ ਕਿ ਸ਼ਹਿਰ ਦੀਆਂ ਗਲੀਆਂ, ਸੜਕਾਂ, ਸੀਵਰੇਜ ਅਤੇ ਪੀਣ ਵਾਲੇ ਪਾਣੀ ਦੀ ਸਪਲਾਈ ਲਈ ਵਿਸ਼ੇਸ਼ ਧਿਆਨ ਦਿੱਤਾ ਜਾਵੇਗਾ ਅਤੇ ਸਾਰੇ ਵਾਰਡਾਂ ਵਿੱਚ ਬਰਾਬਰ ਵਿਕਾਸ ਕਰਵਾਇਆ ਜਾਵੇਗਾ। ਪ੍ਰਧਾਨ ਨੇ ਦੱਸਿਆ ਕਿ ਸਟਰੀਟ ਲਾਈਟਾਂ, ਪਾਰਕਾਂ ਦੀ ਸੰਭਾਲ ਅਤੇ ਸਫ਼ਾਈ ਪ੍ਰਬੰਧਾਂ ਲਈ ਵੀ ਮਤੇ ਪਾਸ ਕੀਤੇ ਗਏ ਹਨ। ਇਸ ਮੌਕੇ ਕੌਂਸਲਰ, ਅਧਿਕਾਰੀ ਅਤੇ ਸ਼ਹਿਰ ਦੇ ਪਤਵੰਤੇ ਹਾਜ਼ਰ ਸਨ।	[19, 397, 588, 521]
subhead: ਹਲਕਾ ਵਿਧਾਇਕ ਤੇ ਕੌਂਸਲ ਪ੍ਰਧਾਨ ਦੀ ਅਗਵਾਈ ਹੇਠ ਇਸ ਮੀਟਿੰਗ 'ਚ ਕੌਂਸਲ ਹਾਊਸ ਨੇ ਕੀਤੇ ਵਿਕਾਸ ਮਤੇ ਪਾਸ	[19, 135, 546, 152]
headline: ਫਗਵਾੜਾ ਪੁਲਿਸ ਵੱਲੋਂ ਨਸ਼ੀਲੀਆਂ ਗੋਲੀਆਂ ਸਮੇਤ ਔਰਤ ਗ੍ਰਿਫਤਾਰ, ਨਸ਼ਾ ਕਰਨਾ ਨੌਜਵਾਨ ਕਾਬੂ	[19, 1164, 585, 1206]
story-body: ਲੁਧਿਆਣਾ, 29 ਅਗਸਤ (ਆਰ ਮੀਡੀਆ)- ਆਰਆਰ ਕਾਬੇਲ ਨੇ ਤਾਰਾਂ ਦੀ ਇੱਕ ਨਵੀਂ ਲੜੀ ਜਾਰੀ ਕੀਤੀ ਹੈ। ਕੰਪਨੀ ਨੇ ਕਿਹਾ ਕਿ ਇਹ ਉਤਪਾਦ ਘਰਾਂ ਅਤੇ ਵਪਾਰਕ ਇਮਾਰਤਾਂ ਲਈ ਵਧੀਆ ਸੁਰੱਖਿਆ ਤੇ ਬਿਜਲੀ ਬਚਤ ਦੇਣਗੇ। ਨਵੀਂ ਤਕਨੀਕ ਨਾਲ ਤਿਆਰ ਇਹ ਤਾਰਾਂ ਅੱਗ ਪ੍ਰਤੀਰੋਧੀ ਹਨ ਅਤੇ ਲੰਬੇ ਸਮੇਂ ਤੱਕ ਚੱਲਦੀਆਂ ਹਨ। ਕੰਪਨੀ ਦੇ ਅਧਿਕਾਰੀਆਂ ਨੇ ਦੱਸਿਆ ਕਿ ਗਾਹਕਾਂ ਦੀਆਂ ਬਦਲਦੀਆਂ ਲੋੜਾਂ ਨੂੰ ਧਿਆਨ ਵਿੱਚ ਰੱਖਦਿਆਂ ਇਹ ਲੜੀ ਤਿਆਰ ਕੀਤੀ ਗਈ ਹੈ ਅਤੇ ਇਹ ਦੇਸ਼ ਭਰ ਦੇ ਡੀਲਰਾਂ ਕੋਲ ਉਪਲਬਧ ਹੋਵੇਗੀ।	[612, 152, 780, 402]
story-body: ਫਗਵਾੜਾ, 29 ਅਗਸਤ (ਪ੍ਰਿਤਪਾਲ ਸਿੰਘ ਢੀਂਡਸਾ)- ਫਗਵਾੜਾ ਸਿਟੀ ਪੁਲਿਸ ਨੇ ਨਸ਼ਿਆਂ ਵਿਰੁੱਧ ਚਲਾਈ ਮੁਹਿੰਮ ਤਹਿਤ ਇੱਕ ਔਰਤ ਨੂੰ ਨਸ਼ੀਲੀਆਂ ਗੋਲੀਆਂ ਸਮੇਤ ਕਾਬੂ ਕੀਤਾ ਹੈ। ਪੁਲਿਸ ਅਧਿਕਾਰੀਆਂ ਨੇ ਦੱਸਿਆ ਕਿ ਗਸ਼ਤ ਦੌਰਾਨ ਸ਼ੱਕ ਦੇ ਆਧਾਰ 'ਤੇ ਔਰਤ ਨੂੰ ਰੋਕ ਕੇ ਤਲਾਸ਼ੀ ਲਈ ਗਈ ਤਾਂ ਉਸ ਕੋਲੋਂ ਨਸ਼ੀਲੀਆਂ ਗੋਲੀਆਂ ਬਰਾਮਦ ਹੋਈਆਂ। ਇਸ ਤੋਂ ਇਲਾਵਾ ਇੱਕ ਨੌਜਵਾਨ ਨੂੰ ਨਸ਼ਾ ਕਰਦਿਆਂ ਕਾਬੂ ਕੀਤਾ ਗਿਆ। ਦੋਵਾਂ ਵਿਰੁੱਧ ਐਨਡੀਪੀਐਸ ਐਕਟ ਤਹਿਤ ਮਾਮਲਾ ਦਰਜ ਕਰਕੇ ਅਗਲੀ ਕਾਰਵਾਈ ਸ਼ੁਰੂ ਕਰ ਦਿੱਤੀ ਗਈ ਹੈ।	[19, 1241, 588, 1328]
story-body: ਸ੍ਰੀ ਅੰਮ੍ਰਿਤਸਰ ਸਾਹਿਬ, 29 ਅਗਸਤ (ਆਰ ਮੀਡੀਆ)- ਹਿਮਾਲਿਆ ਵੈੱਲਨੈਸ ਨੇ ਨਿੰਮ ਆਧਾਰਿਤ ਉਤਪਾਦਾਂ ਦੀ ਨਵੀਂ ਲੜੀ 'ਵਰਲਡ ਆਫ ਨੀਮ' ਲਾਂਚ ਕੀਤੀ ਹੈ। ਕੰਪਨੀ ਨੇ ਕਿਹਾ ਕਿ ਇਹ ਉਤਪਾਦ ਚਮੜੀ ਨੂੰ ਸਾਫ਼ ਅਤੇ ਸਿਹਤਮੰਦ ਰੱਖਣ ਵਿੱਚ ਮਦਦਗਾਰ ਹਨ। ਮੁਹਿੰਮ ਰਾਹੀਂ ਨੌਜਵਾਨਾਂ ਨੂੰ ਆਤਮ-ਵਿਸ਼ਵਾਸ ਅਤੇ ਸਕਾਰਾਤਮਕ ਸੋਚ ਅਪਣਾਉਣ ਲਈ ਪ੍ਰੇਰਿਤ ਕੀਤਾ ਜਾ ਰਿਹਾ ਹੈ।	[612, 1092, 776, 1287]
story-body: ਚੋਹਲਾ ਸਾਹਿਬ, 29 ਅਗਸਤ (ਰਾਕੇਸ਼ ਬਾਵਾ)- ਸੰਪਰਦਾਇ ਕਾਰ ਸੇਵਾ ਸਰਹਾਲੀ ਸਾਹਿਬ ਵੱਲੋਂ ਹੜ੍ਹ ਪ੍ਰਭਾਵਿਤ ਖੇਤਰਾਂ ਵਿੱਚ ਲਗਾਤਾਰ ਸੇਵਾਵਾਂ ਨਿਭਾਈਆਂ ਜਾ ਰਹੀਆਂ ਹਨ। ਸੰਤ ਬਾਬਾ ਸੁੱਖਾ ਸਿੰਘ ਜੀ ਦੀ ਅਗਵਾਈ ਹੇਠ ਜ਼ਿਲ੍ਹਾ ਫਿਰੋਜ਼ਪੁਰ ਦੇ ਪ੍ਰਭਾਵਿਤ ਪਿੰਡਾਂ ਲਈ 300 ਪੇਟੀਆਂ ਪੀਣ ਵਾਲਾ ਪਾਣੀ ਭੇਜਿਆ ਗਿਆ। ਸੇਵਾਦਾਰਾਂ ਵੱਲੋਂ ਬੰਨ੍ਹਾਂ ਦੀ ਮਜ਼ਬੂਤੀ, ਲੰਗਰ ਅਤੇ ਪਸ਼ੂਆਂ ਲਈ ਚਾਰੇ ਦੀ ਸੇਵਾ ਵੀ ਜਾਰੀ ਹੈ। ਸੰਗਤਾਂ ਵੱਲੋਂ ਵੱਡੇ ਪੱਧਰ 'ਤੇ ਸਹਿਯੋਗ ਦਿੱਤਾ ਜਾ ਰਿਹਾ ਹੈ।	[19, 2063, 588, 2131]
story-body: ਚੰਡੀਗੜ੍ਹ, 29 ਅਗਸਤ (ਆਰ ਮੀਡੀਆ)- ਇਸ ਸ਼ਨਿੱਚਰਵਾਰ ਨੈੱਟਫਲਿਕਸ 'ਤੇ ਦਿ ਗ੍ਰੇਟ ਇੰਡੀਅਨ ਕਪਿਲ ਸ਼ੋਅ ਵਿੱਚ ਅਦਾਕਾਰ ਸਿਧਾਰਥ ਮਲਹੋਤਰਾ ਅਤੇ ਜਾਨ੍ਹਵੀ ਕਪੂਰ ਆਪਣੀ ਨਵੀਂ ਫਿਲਮ ਦੇ ਪ੍ਰਚਾਰ ਲਈ ਪਹੁੰਚਣਗੇ। ਸ਼ੋਅ ਦੌਰਾਨ ਸਿਧਾਰਥ ਨੇ ਪਿਤਾ ਬਣਨ ਦੇ ਤਜਰਬੇ ਅਤੇ ਘਰੇਲੂ ਜ਼ਿੰਮੇਵਾਰੀਆਂ ਬਾਰੇ ਖੁੱਲ੍ਹ ਕੇ ਗੱਲਬਾਤ ਕੀਤੀ, ਜਿਸ ਨਾਲ ਦਰਸ਼ਕਾਂ ਦਾ ਭਰਪੂਰ ਮਨੋਰੰਜਨ ਹੋਵੇਗਾ।	[1000, 2100, 1326, 2205]
story-sports-mata	[990, 93, 1547, 580]
story-body: ਚੰਡੀਗੜ੍ਹ, 29 ਅਗਸਤ (ਆਰ ਮੀਡੀਆ)- ਲੈਕਸਸ ਇੰਡੀਆ ਨੇ ਆਪਣੇ ਗਾਹਕਾਂ ਲਈ ਨਵਾਂ ਸਮਾਰਟ ਓਨਰਸ਼ਿਪ ਪਲਾਨ ਪੇਸ਼ ਕੀਤਾ ਹੈ। ਕੰਪਨੀ ਅਨੁਸਾਰ ਇਸ ਯੋਜਨਾ ਤਹਿਤ ਗਾਹਕ ਆਸਾਨ ਕਿਸ਼ਤਾਂ, ਯਕੀਨੀ ਬਾਇਬੈਕ ਅਤੇ ਲਚਕੀਲੇ ਵਿੱਤੀ ਵਿਕਲਪਾਂ ਦਾ ਲਾਭ ਲੈ ਸਕਣਗੇ। ਇਹ ਪਲਾਨ ਲਗਜ਼ਰੀ ਵਾਹਨਾਂ ਦੀ ਮਾਲਕੀ ਨੂੰ ਹੋਰ ਸੁਖਾਲਾ ਬਣਾਏਗਾ ਅਤੇ ਗਾਹਕਾਂ ਨੂੰ ਵਧੀਆ ਸੇਵਾਵਾਂ ਦਾ ਤਜਰਬਾ ਦੇਵੇਗਾ।	[1210, 1548, 1529, 1653]
story-lexus	[990, 1509, 1547, 1825]
headline: ਸਰਕਾਰੀ ਕਾਲਜ ਡੇਰਾਬੱਸੀ ਵਿਖੇ ਮਨਾਇਆ ਰਾਸ਼ਟਰੀ ਖੇਡ ਦਿਵਸ	[1000, 1146, 1409, 1166]
bullet-item: ◆ ਸਤਾ ਵਿਖੇ ਬੰਨ੍ਹ ਦੀ ਮਜ਼ਬੂਤੀ ਦਾ 14ਵਾਂ ਦਿਨ	[19, 1907, 213, 1946]
story-amrita	[602, 2000, 985, 2347]
